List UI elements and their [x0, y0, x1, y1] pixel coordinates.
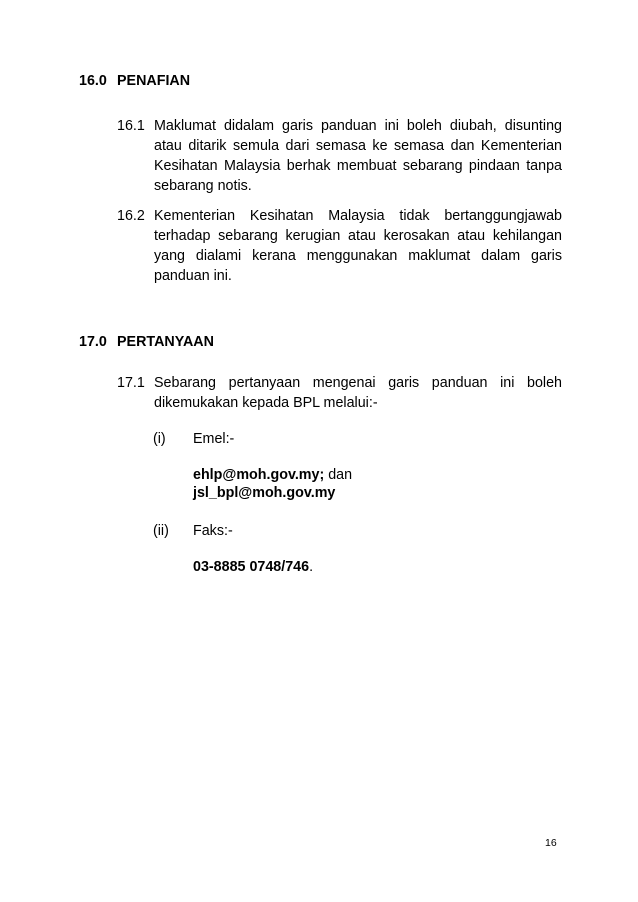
- email-address[interactable]: ehlp@moh.gov.my;: [193, 467, 325, 483]
- fax-suffix: .: [309, 559, 314, 575]
- contact-label: Emel:-: [193, 431, 235, 447]
- email-address[interactable]: jsl_bpl@moh.gov.my: [193, 485, 336, 501]
- clause-text: Kementerian Kesihatan Malaysia tidak bertanggungjawab terhadap sebarang kerugian atau kerosakan atau kehilangan yang dialami kerana menggunakan maklumat dalam garis panduan ini.: [154, 208, 562, 284]
- section-number: 16.0: [79, 73, 107, 89]
- clause-text: Sebarang pertanyaan mengenai garis panduan ini boleh dikemukakan kepada BPL melalui:-: [154, 375, 562, 411]
- section-number: 17.0: [79, 334, 107, 350]
- section-16-heading: [79, 73, 190, 89]
- clause-number: 17.1: [117, 375, 145, 391]
- fax-number: 03-8885 0748/746: [193, 559, 310, 575]
- contact-fax-item: [153, 521, 233, 541]
- clause-16-1: [117, 116, 562, 196]
- joiner-text: dan: [324, 467, 353, 483]
- contact-label: Faks:-: [193, 523, 233, 539]
- list-marker: (i): [153, 431, 166, 447]
- section-17-heading: [79, 334, 214, 350]
- email-address-line-2: [193, 483, 335, 503]
- page-number: 16: [545, 837, 557, 849]
- section-title: PENAFIAN: [117, 73, 191, 89]
- contact-email-item: [153, 429, 234, 449]
- clause-17-1: [117, 373, 562, 413]
- email-address-line: [193, 465, 352, 485]
- clause-number: 16.2: [117, 208, 145, 224]
- clause-text: Maklumat didalam garis panduan ini boleh diubah, disunting atau ditarik semula dari semasa ke semasa dan Kementerian Kesihatan Malaysia berhak membuat sebarang pindaan tanpa sebarang notis.: [154, 118, 562, 194]
- fax-number-line: [193, 557, 313, 577]
- clause-16-2: [117, 206, 562, 286]
- list-marker: (ii): [153, 523, 169, 539]
- section-title: PERTANYAAN: [117, 334, 214, 350]
- clause-number: 16.1: [117, 118, 145, 134]
